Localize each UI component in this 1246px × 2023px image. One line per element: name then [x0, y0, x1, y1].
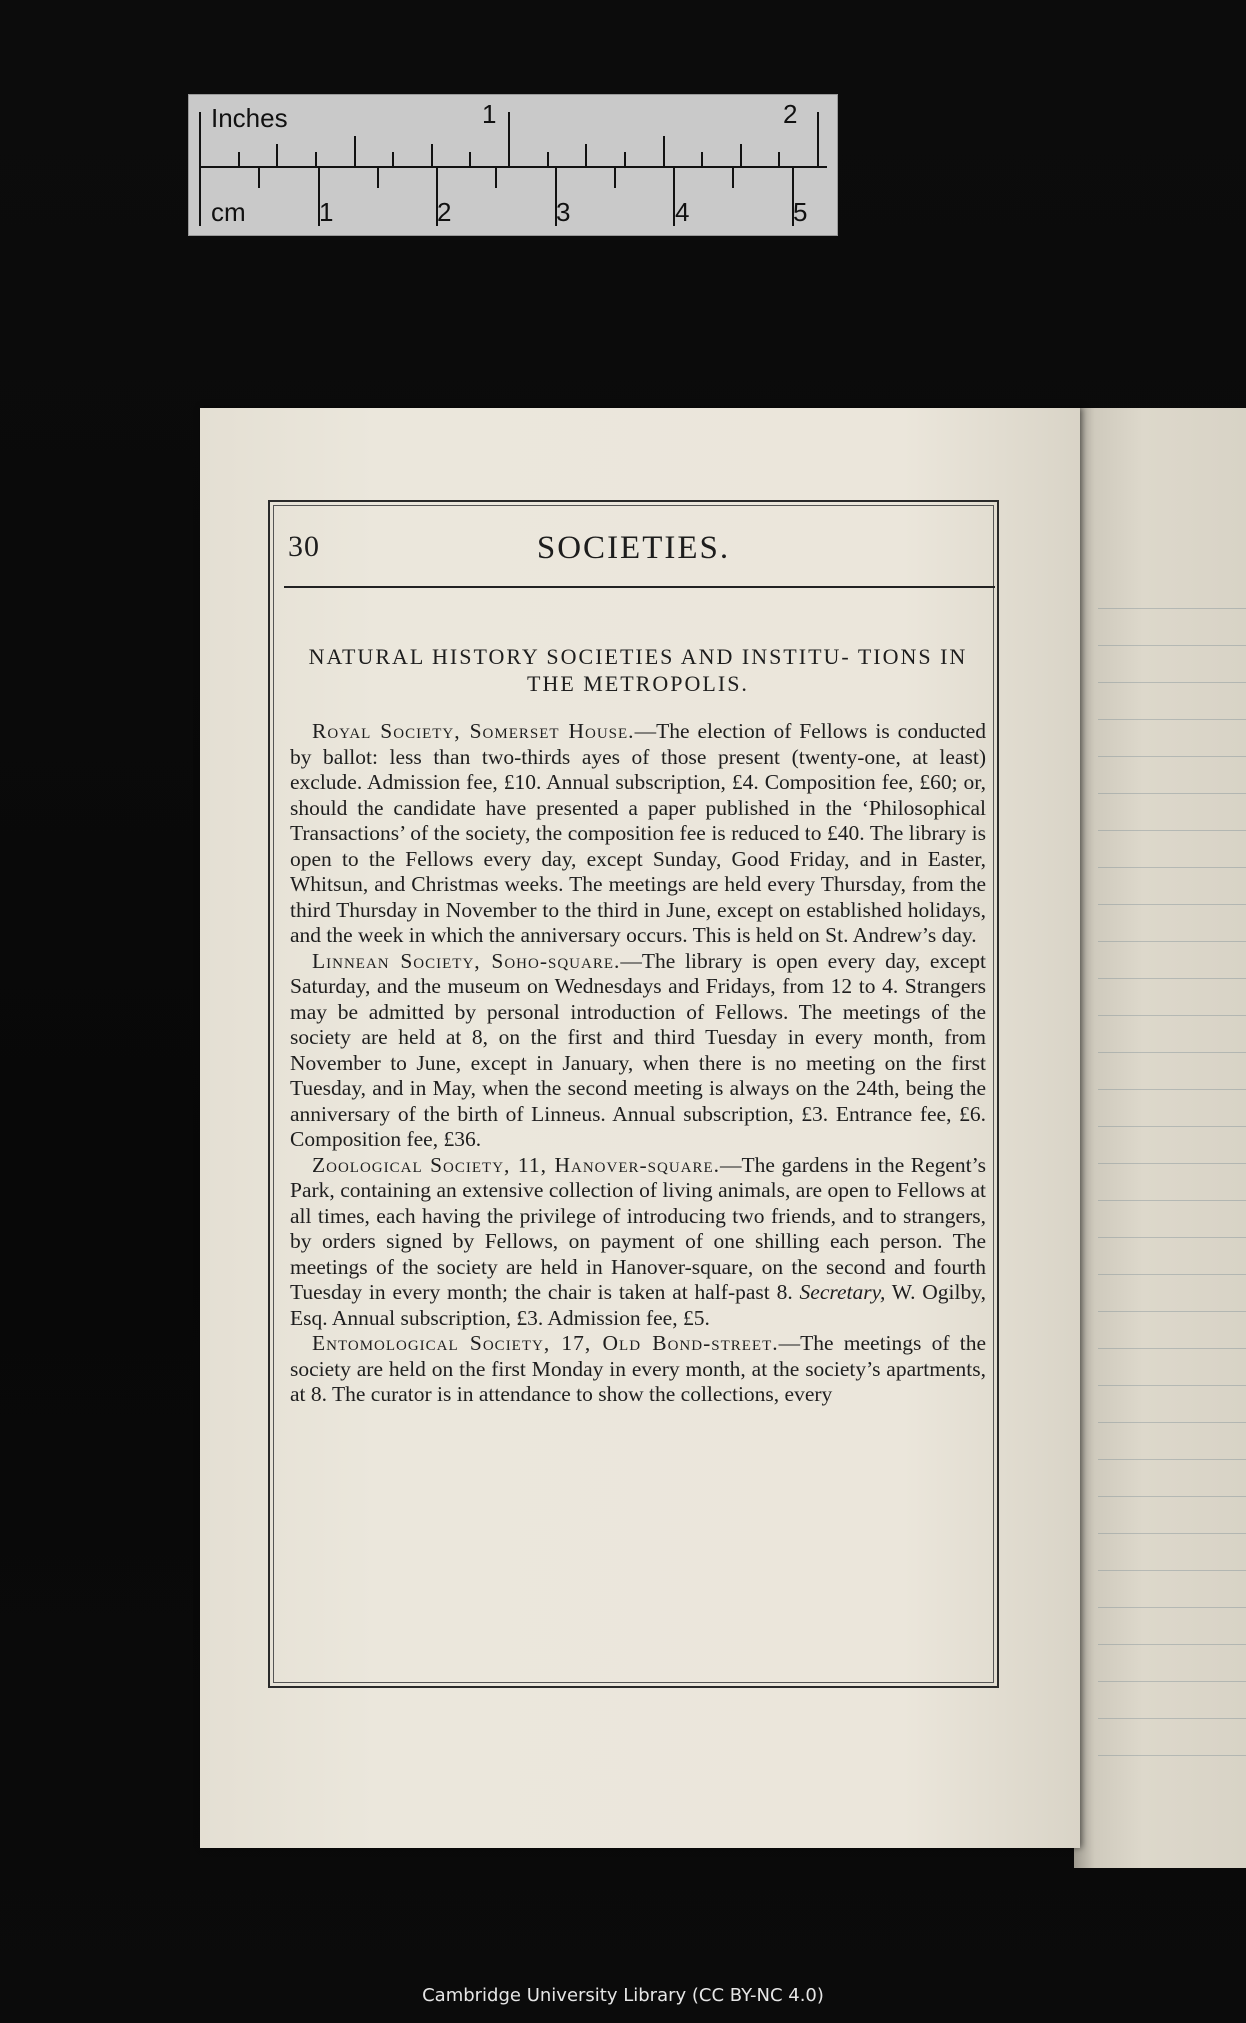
- ruler-cm-5: 5: [793, 197, 808, 227]
- adjacent-page-rule: [1098, 1200, 1246, 1201]
- ruler-cm-2: 2: [437, 197, 452, 227]
- ruler-cm-4: 4: [675, 197, 690, 227]
- ruler-tick: [508, 112, 510, 166]
- adjacent-page-rule: [1098, 1533, 1246, 1534]
- ruler-tick: [701, 152, 703, 166]
- adjacent-page-rule: [1098, 1052, 1246, 1053]
- ruler-tick: [614, 166, 616, 188]
- adjacent-page-rule: [1098, 608, 1246, 609]
- adjacent-page-rule: [1098, 1348, 1246, 1349]
- adjacent-page-rule: [1098, 1015, 1246, 1016]
- adjacent-page-rule: [1098, 1274, 1246, 1275]
- ruler-tick: [732, 166, 734, 188]
- adjacent-page-rule: [1098, 1459, 1246, 1460]
- page-body: [290, 643, 986, 1408]
- ruler-cm-label: cm: [211, 197, 246, 227]
- adjacent-page-rule: [1098, 1644, 1246, 1645]
- entry-entomological-society: [290, 1331, 986, 1408]
- adjacent-page-rule: [1098, 867, 1246, 868]
- entry-linnean-society: [290, 949, 986, 1153]
- entry-zoological-society: [290, 1153, 986, 1332]
- entry-text-after: W. Ogilby, Esq. Annual subscription, £3. Admission fee, £5.: [290, 1280, 986, 1330]
- entry-text: —The library is open every day, except Saturday, and the museum on Wednesdays and Fridays, from 12 to 4. Strangers may be admitted by personal introduction of Fellows. The meetings of the society are held at 8, on the first and third Tuesday in every month, from November to June, except in January, when there is no meeting on the first Tuesday, and in May, when the second meeting is always on the 24th, being the anniversary of the birth of Linneus. Annual subscription, £3. Entrance fee, £6. Composition fee, £36.: [290, 948, 986, 1151]
- ruler-tick: [392, 152, 394, 166]
- adjacent-page-rule: [1098, 830, 1246, 831]
- ruler-inches-label: Inches: [211, 103, 288, 133]
- page-number: 30: [288, 530, 320, 563]
- adjacent-page-rule: [1098, 904, 1246, 905]
- adjacent-page-rule: [1098, 1089, 1246, 1090]
- ruler-tick: [778, 152, 780, 166]
- ruler-inch-2: 2: [783, 99, 798, 129]
- adjacent-page-rule: [1098, 978, 1246, 979]
- ruler-tick: [663, 136, 665, 166]
- ruler-tick: [431, 144, 433, 166]
- ruler-tick: [276, 144, 278, 166]
- ruler-tick: [495, 166, 497, 188]
- adjacent-page-rule: [1098, 719, 1246, 720]
- ruler-tick: [258, 166, 260, 188]
- ruler-tick: [199, 112, 201, 166]
- ruler-inch-1: 1: [482, 99, 497, 129]
- adjacent-page-rule: [1098, 941, 1246, 942]
- entry-heading: Royal Society, Somerset House.: [312, 719, 635, 743]
- ruler-cm-1: 1: [319, 197, 334, 227]
- book-page: [200, 408, 1080, 1848]
- section-title: NATURAL HISTORY SOCIETIES AND INSTITU- TIONS IN THE METROPOLIS.: [308, 644, 968, 696]
- entry-heading: Linnean Society, Soho-square.: [312, 948, 621, 973]
- ruler-tick: [817, 112, 819, 166]
- adjacent-page-rule: [1098, 1681, 1246, 1682]
- header-rule: [284, 586, 995, 588]
- ruler-tick: [585, 144, 587, 166]
- adjacent-page-rule: [1098, 1385, 1246, 1386]
- ruler-tick: [354, 136, 356, 166]
- adjacent-page-rule: [1098, 1570, 1246, 1571]
- adjacent-page-rule: [1098, 756, 1246, 757]
- ruler-tick: [547, 152, 549, 166]
- entry-text: —The meetings of the society are held on the first Monday in every month, at the society’s apartments, at 8. The curator is in attendance to show the collections, every: [290, 1331, 986, 1406]
- ruler-tick: [624, 152, 626, 166]
- running-head: SOCIETIES.: [536, 530, 731, 566]
- adjacent-page-rule: [1098, 1311, 1246, 1312]
- adjacent-page-rule: [1098, 1163, 1246, 1164]
- ruler-tick: [315, 152, 317, 166]
- entry-heading: Entomological Society, 17, Old Bond-street.: [312, 1331, 779, 1355]
- adjacent-page-rule: [1098, 1496, 1246, 1497]
- adjacent-page-rule: [1098, 1422, 1246, 1423]
- ruler-tick: [469, 152, 471, 166]
- adjacent-page-rule: [1098, 1755, 1246, 1756]
- ruler-tick: [740, 144, 742, 166]
- adjacent-page-rule: [1098, 1607, 1246, 1608]
- adjacent-page-rule: [1098, 1126, 1246, 1127]
- adjacent-page-rule: [1098, 1718, 1246, 1719]
- adjacent-page-rule: [1098, 645, 1246, 646]
- adjacent-page-rule: [1098, 793, 1246, 794]
- image-credit: Cambridge University Library (CC BY-NC 4.0): [422, 1985, 824, 2006]
- adjacent-page-rule: [1098, 682, 1246, 683]
- entry-text: —The gardens in the Regent’s Park, containing an extensive collection of living animals, are open to Fellows at all times, each having the privilege of introducing two friends, and to strangers, by orders signed by Fellows, on payment of one shilling each person. The meetings of the society are held in Hanover-square, on the second and fourth Tuesday in every month; the chair is taken at half-past 8.: [290, 1152, 986, 1304]
- adjacent-page-rule: [1098, 1237, 1246, 1238]
- adjacent-page-edge: [1074, 408, 1246, 1868]
- entry-text: —The election of Fellows is conducted by ballot: less than two-thirds ayes of those present (twenty-one, at least) exclude. Admission fee, £10. Annual subscription, £4. Composition fee, £60; or, should the candidate have presented a paper published in the ‘Philosophical Transactions’ of the society, the composition fee is reduced to £40. The library is open to the Fellows every day, except Sunday, Good Friday, and in Easter, Whitsun, and Christmas weeks. The meetings are held every Thursday, from the third Thursday in November to the third in June, except on established holidays, and the week in which the anniversary occurs. This is held on St. Andrew’s day.: [290, 719, 986, 947]
- entry-heading: Zoological Society, 11, Hanover-square.: [312, 1152, 721, 1177]
- entry-italic-label: Secretary,: [799, 1280, 886, 1304]
- ruler-tick: [377, 166, 379, 188]
- ruler-tick: [238, 152, 240, 166]
- ruler-tick: [199, 166, 201, 226]
- scale-ruler: [188, 94, 838, 236]
- entry-royal-society: [290, 719, 986, 949]
- ruler-cm-3: 3: [556, 197, 571, 227]
